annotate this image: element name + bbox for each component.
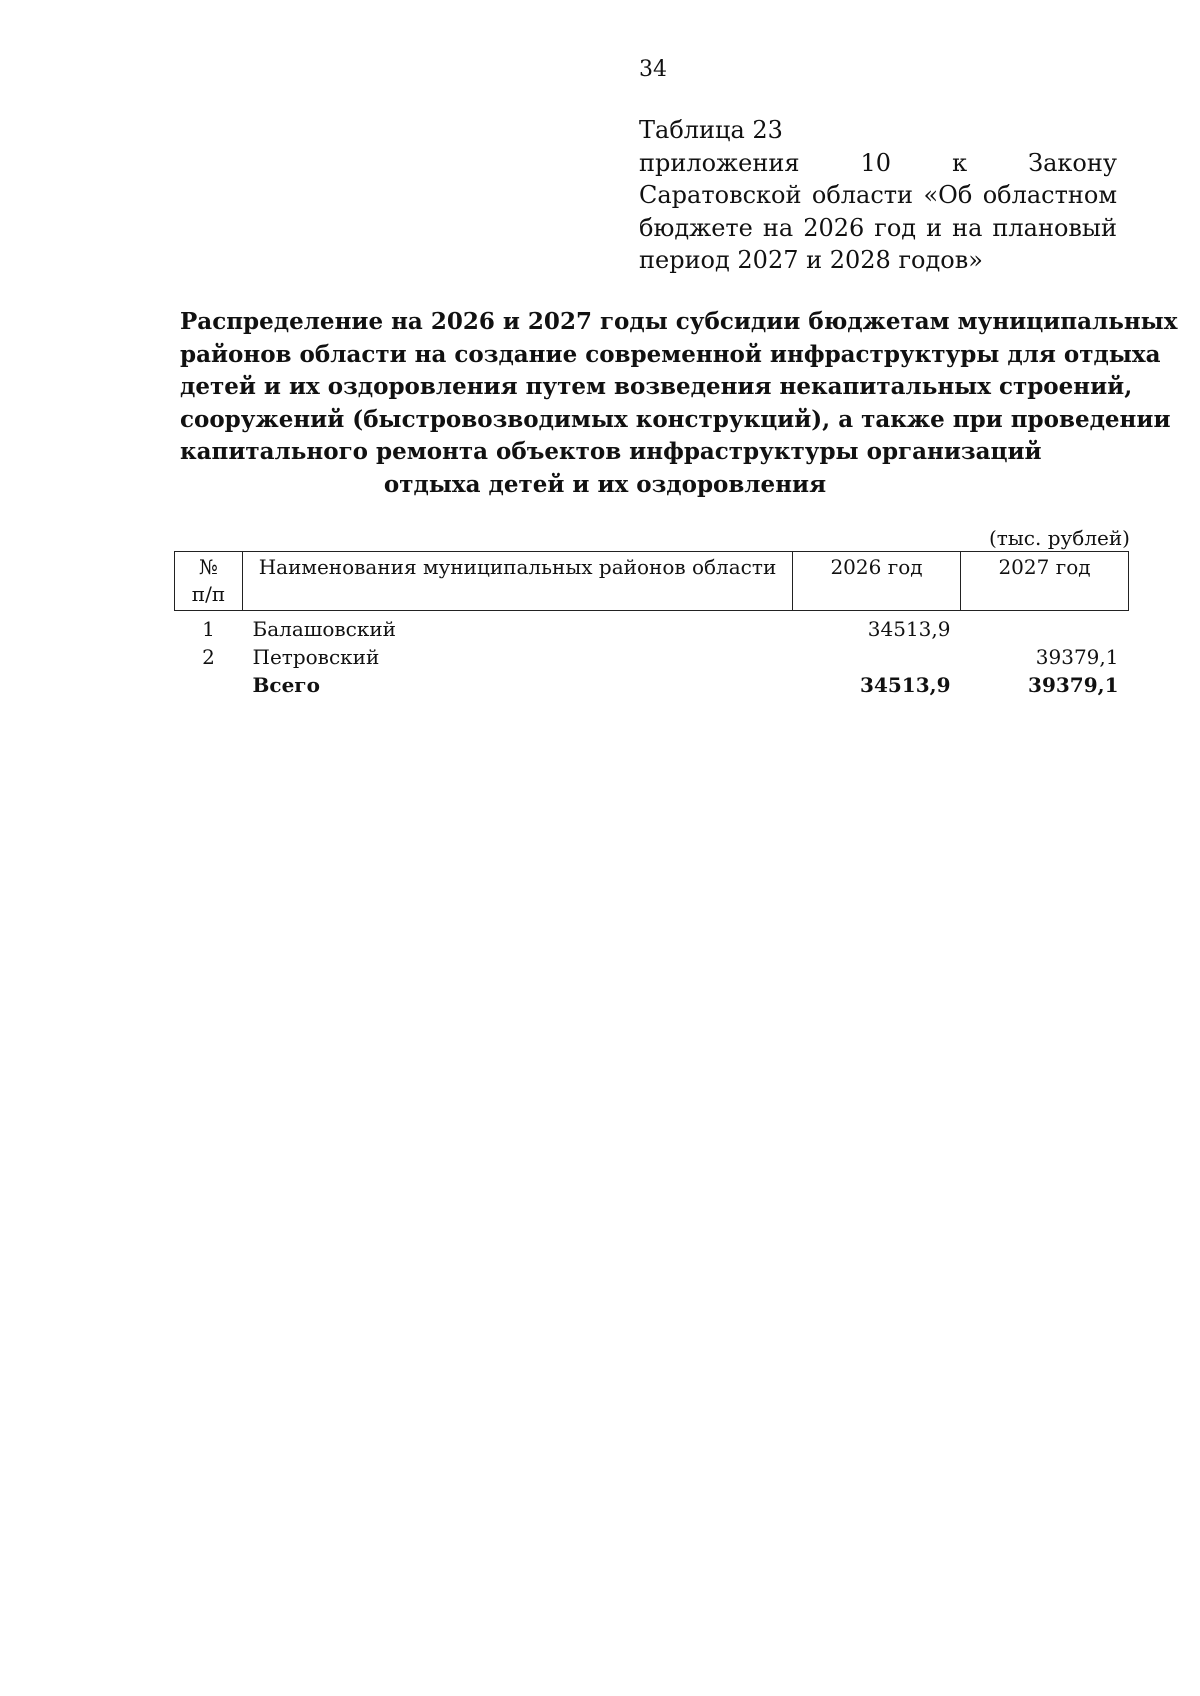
header-year-2027: 2027 год	[961, 552, 1129, 611]
title-line: отдыха детей и их оздоровления	[383, 470, 827, 498]
header-district-name: Наименования муниципальных районов области	[243, 552, 793, 611]
table-header-row	[175, 552, 1129, 611]
law-reference: приложения 10 к Закону Саратовской области «Об областном бюджете на 2026 год и на плановый период 2027 и 2028 годов»	[639, 148, 1117, 274]
subsidy-table	[174, 551, 1129, 699]
header-number-line2: п/п	[191, 582, 226, 606]
row-district-name: Петровский	[252, 645, 380, 669]
title-line: районов области на создание современной инфраструктуры для отдыха	[180, 340, 1161, 368]
unit-note: (тыс. рублей)	[989, 526, 1130, 550]
table-row	[175, 615, 1129, 643]
appendix-reference	[639, 114, 1117, 277]
title-line: Распределение на 2026 и 2027 годы субсидии бюджетам муниципальных	[180, 308, 1178, 335]
row-value-2027	[961, 615, 1129, 643]
document-title	[180, 306, 1178, 501]
header-year-2026: 2026 год	[793, 552, 961, 611]
row-district-name: Балашовский	[252, 617, 397, 641]
row-number: 2	[202, 645, 215, 669]
total-label: Всего	[252, 673, 320, 697]
header-number-line1: №	[199, 555, 218, 579]
title-line: сооружений (быстровозводимых конструкций), а также при проведении	[180, 405, 1171, 433]
page-number: 34	[639, 57, 667, 82]
row-value-2026: 34513,9	[867, 617, 951, 641]
row-value-2027: 39379,1	[1035, 645, 1119, 669]
total-value-2026: 34513,9	[860, 673, 951, 697]
total-value-2027: 39379,1	[1028, 673, 1119, 697]
title-line: капитального ремонта объектов инфраструктуры организаций	[180, 438, 1042, 465]
table-row	[175, 643, 1129, 671]
total-number	[175, 671, 243, 699]
header-number	[175, 552, 243, 611]
row-number: 1	[202, 617, 215, 641]
title-line: детей и их оздоровления путем возведения некапитальных строений,	[180, 373, 1133, 400]
row-value-2026	[793, 643, 961, 671]
table-total-row	[175, 671, 1129, 699]
table-reference: Таблица 23	[639, 116, 783, 144]
